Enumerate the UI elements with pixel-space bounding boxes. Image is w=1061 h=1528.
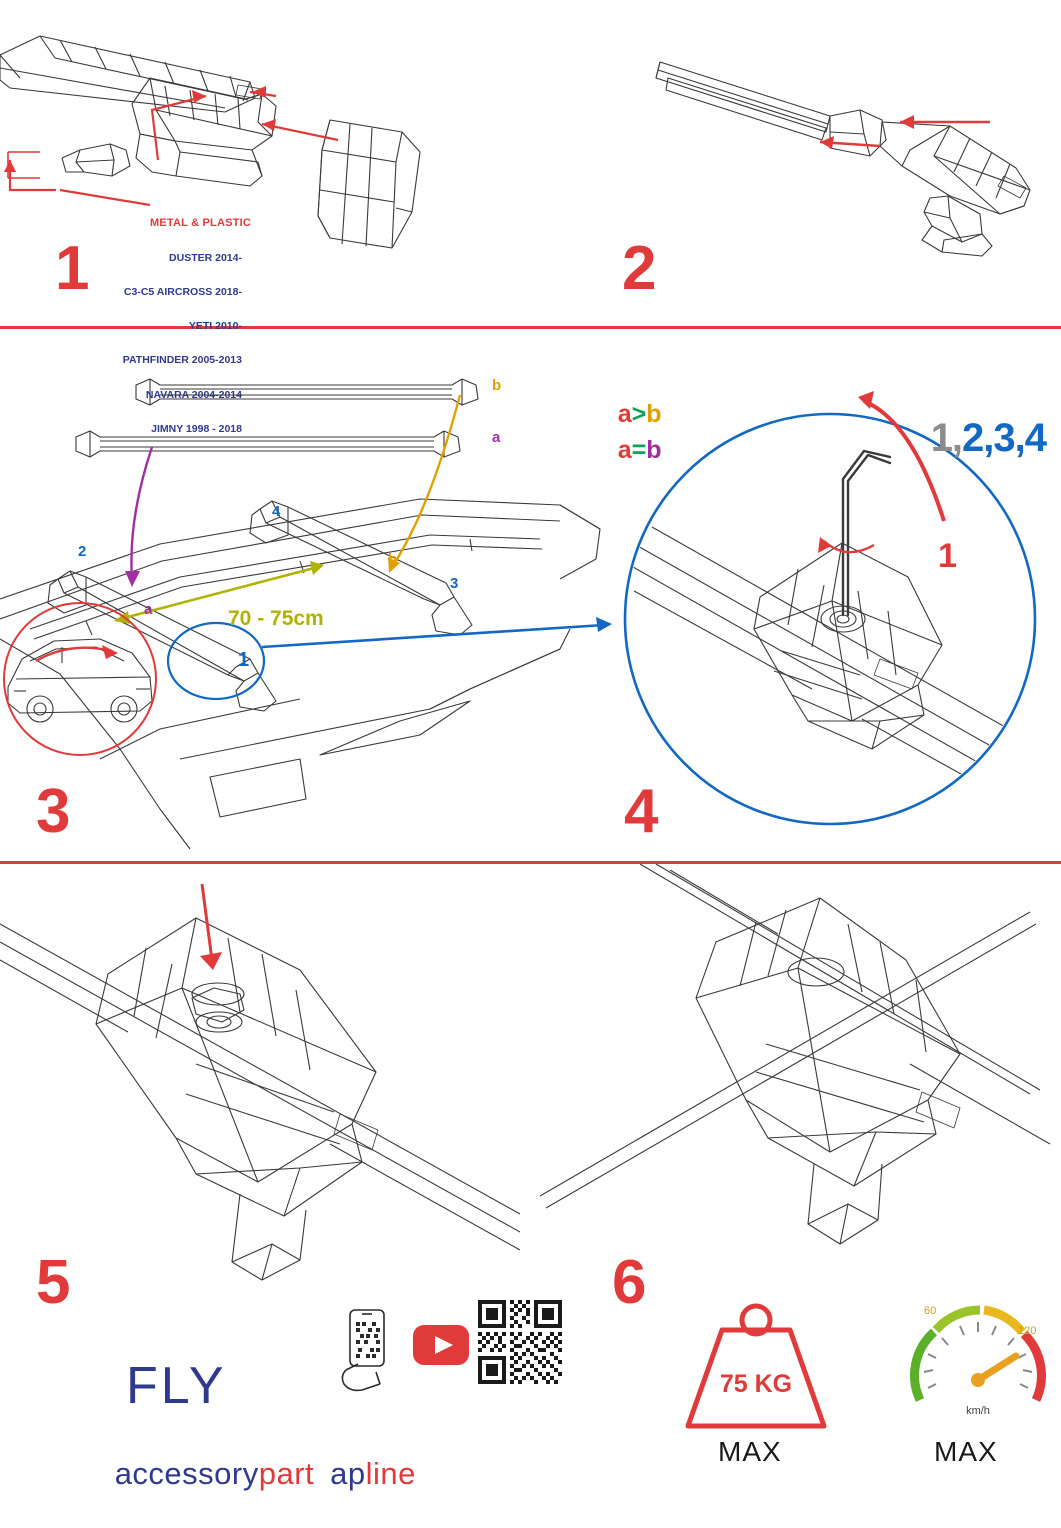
panel-step-3 [0, 329, 662, 861]
position-label-2: 2 [78, 543, 87, 560]
bar-label-b-top: b [492, 377, 502, 394]
bar-label-a-top: a [492, 429, 501, 446]
brand-line: line [365, 1456, 416, 1491]
bar-spacing-dimension: 70 - 75cm [228, 607, 324, 630]
weight-value-text: 75 KG [719, 1370, 793, 1398]
roof-label-b: b [388, 551, 398, 568]
sequence-first: 1, [930, 416, 963, 460]
panel-step-1 [0, 0, 530, 435]
vehicle-item: YETI 2010- [188, 320, 242, 333]
step-number-2: 2 [622, 234, 655, 303]
brand-accessory: accessory [114, 1456, 259, 1491]
speed-unit-label: km/h [966, 1405, 990, 1417]
position-label-3: 3 [450, 575, 459, 592]
panel-step-2 [530, 0, 1061, 326]
panel-step-5 [0, 864, 530, 1500]
youtube-icon[interactable] [412, 1324, 470, 1366]
step-number-6: 6 [612, 1248, 645, 1317]
vehicle-item: PATHFINDER 2005-2013 [122, 354, 242, 367]
compare-a: a [617, 400, 632, 428]
vehicle-item: DUSTER 2014- [169, 251, 242, 264]
speed-limit-icon [898, 1288, 1058, 1438]
phone-scan-icon [336, 1308, 398, 1394]
compare-op: > [631, 400, 647, 428]
panel-step-4 [612, 329, 1061, 861]
gauge-min-label: 60 [924, 1305, 937, 1317]
step4-callout-1: 1 [938, 537, 957, 575]
material-label: METAL & PLASTIC [150, 217, 251, 229]
brand-part: part [258, 1456, 315, 1491]
vehicle-item: C3-C5 AIRCROSS 2018- [123, 286, 242, 299]
vehicle-item: JIMNY 1998 - 2018 [151, 422, 242, 435]
compare-op: = [631, 436, 647, 464]
vehicle-item: NAVARA 2004-2014 [145, 388, 242, 401]
speed-max-label: MAX [934, 1436, 998, 1467]
step-number-5: 5 [36, 1248, 69, 1317]
brand-ap: ap [330, 1456, 366, 1491]
weight-limit-icon [676, 1296, 836, 1436]
gauge-max-label: 120 [1018, 1325, 1037, 1337]
compare-b: b [646, 436, 662, 464]
brand-fly: FLY [126, 1357, 227, 1415]
sequence-rest: 2,3,4 [962, 416, 1047, 460]
position-label-4: 4 [272, 503, 281, 520]
step-number-3: 3 [36, 777, 69, 846]
brand-subline [60, 1420, 416, 1528]
panel-step-6 [530, 864, 1061, 1500]
compare-b: b [646, 400, 662, 428]
weight-max-label: MAX [718, 1436, 782, 1467]
step-number-4: 4 [624, 777, 657, 846]
tightening-sequence [870, 371, 1046, 506]
roof-label-a: a [144, 601, 153, 618]
position-label-1: 1 [238, 649, 250, 671]
step-number-1: 1 [55, 234, 88, 303]
compare-a: a [617, 436, 632, 464]
